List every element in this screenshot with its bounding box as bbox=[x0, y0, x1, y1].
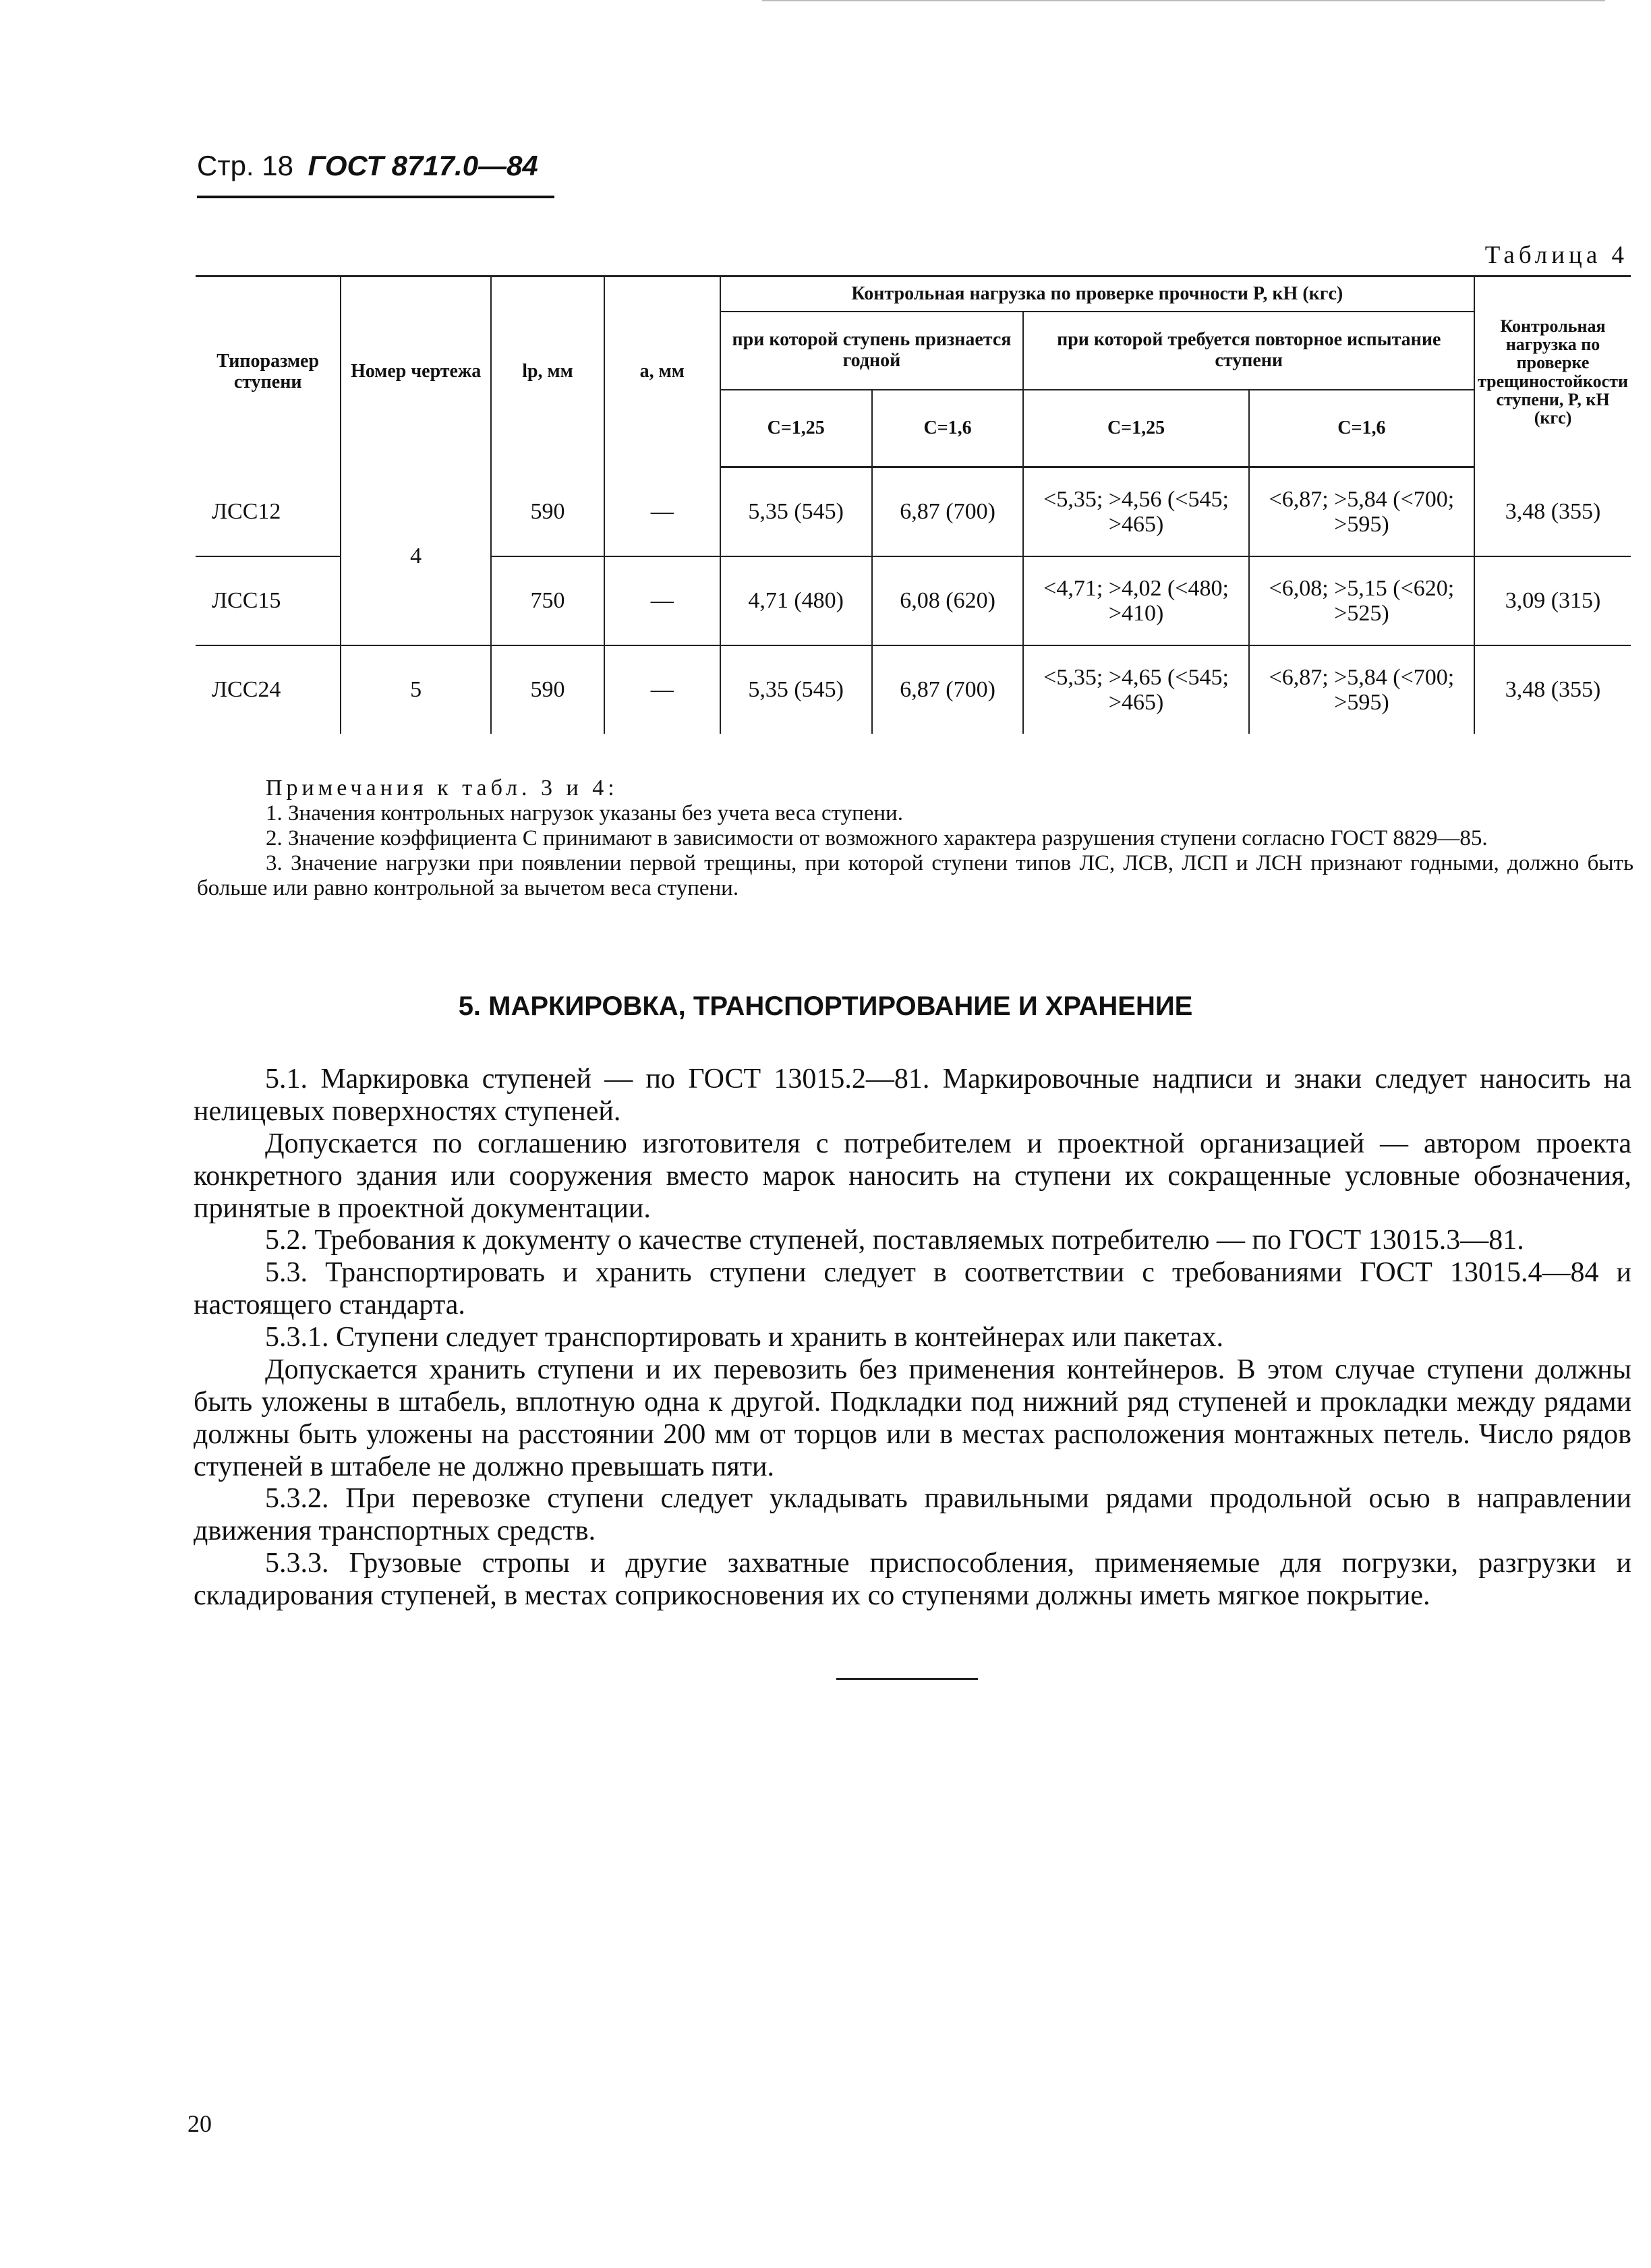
page-header bbox=[197, 150, 538, 182]
note-item: 2. Значение коэффициента С принимают в зависимости от возможного характера разрушения ступени согласно ГОСТ 8829—85. bbox=[266, 826, 1488, 851]
load-table bbox=[196, 275, 1631, 734]
col-acc-c125: С=1,25 bbox=[720, 390, 872, 467]
col-acc-c16: С=1,6 bbox=[872, 390, 1024, 467]
cell-acc-c16: 6,87 (700) bbox=[872, 467, 1024, 557]
cell-a: — bbox=[604, 467, 720, 557]
col-drawing: Номер чертежа bbox=[341, 277, 491, 467]
col-type: Типоразмер ступени bbox=[196, 277, 341, 467]
cell-type: ЛСС15 bbox=[196, 556, 341, 645]
col-crack-load: Контрольная нагрузка по проверке трещиностойкости ступени, P, кН (кгс) bbox=[1474, 277, 1631, 467]
section-body bbox=[194, 1064, 1631, 1612]
page-label: Стр. 18 bbox=[197, 150, 293, 181]
cell-crack: 3,48 (355) bbox=[1474, 645, 1631, 734]
paragraph: Допускается по соглашению изготовителя с потребителем и проектной организацией — автором проекта конкретного здания или сооружения вместо марок наносить на ступени их сокращенные условные обозначения, принятые в проектной документации. bbox=[194, 1128, 1631, 1224]
col-retest: при которой требуется повторное испытание ступени bbox=[1023, 312, 1474, 390]
cell-type: ЛСС12 bbox=[196, 467, 341, 557]
cell-acc-c125: 4,71 (480) bbox=[720, 556, 872, 645]
cell-re-c125: <5,35; >4,65 (<545; >465) bbox=[1023, 645, 1248, 734]
cell-a: — bbox=[604, 556, 720, 645]
table-row bbox=[196, 467, 1631, 557]
col-accepted: при которой ступень признается годной bbox=[720, 312, 1024, 390]
col-control-load: Контрольная нагрузка по проверке прочности P, кН (кгс) bbox=[720, 277, 1475, 312]
paragraph: Допускается хранить ступени и их перевозить без применения контейнеров. В этом случае ступени должны быть уложены в штабель, вплотную одна к другой. Подкладки под нижний ряд ступеней и прокладки между рядами должны быть уложены на расстоянии 200 мм от торцов или в местах расположения монтажных петель. Число рядов ступеней в штабеле не должно превышать пяти. bbox=[194, 1354, 1631, 1482]
cell-a: — bbox=[604, 645, 720, 734]
cell-drawing: 4 bbox=[341, 467, 491, 646]
cell-re-c125: <5,35; >4,56 (<545; >465) bbox=[1023, 467, 1248, 557]
note-item: 3. Значение нагрузки при появлении первой трещины, при которой ступени типов ЛС, ЛСВ, ЛСП и ЛСН признают годными, должно быть больше или равно контрольной за вычетом веса ступени. bbox=[197, 850, 1633, 900]
cell-re-c125: <4,71; >4,02 (<480; >410) bbox=[1023, 556, 1248, 645]
col-re-c16: С=1,6 bbox=[1249, 390, 1474, 467]
standard-number: ГОСТ 8717.0—84 bbox=[308, 150, 538, 181]
end-divider bbox=[836, 1678, 978, 1680]
table-notes bbox=[197, 776, 1633, 901]
cell-type: ЛСС24 bbox=[196, 645, 341, 734]
table-row bbox=[196, 645, 1631, 734]
paragraph: 5.3.3. Грузовые стропы и другие захватные приспособления, применяемые для погрузки, разгрузки и складирования ступеней, в местах соприкосновения их со ступенями должны иметь мягкое покрытие. bbox=[194, 1548, 1631, 1611]
paragraph: 5.1. Маркировка ступеней — по ГОСТ 13015.2—81. Маркировочные надписи и знаки следует наносить на нелицевых поверхностях ступеней. bbox=[194, 1064, 1631, 1127]
paragraph: 5.2. Требования к документу о качестве ступеней, поставляемых потребителю — по ГОСТ 13015.3—81. bbox=[265, 1225, 1524, 1256]
cell-lp: 590 bbox=[491, 645, 604, 734]
paragraph: 5.3. Транспортировать и хранить ступени следует в соответствии с требованиями ГОСТ 13015.4—84 и настоящего стандарта. bbox=[194, 1257, 1631, 1321]
cell-lp: 750 bbox=[491, 556, 604, 645]
cell-re-c16: <6,08; >5,15 (<620; >525) bbox=[1249, 556, 1474, 645]
paragraph: 5.3.1. Ступени следует транспортировать и хранить в контейнерах или пакетах. bbox=[265, 1322, 1223, 1353]
cell-re-c16: <6,87; >5,84 (<700; >595) bbox=[1249, 645, 1474, 734]
note-item: 1. Значения контрольных нагрузок указаны без учета веса ступени. bbox=[266, 801, 903, 826]
cell-lp: 590 bbox=[491, 467, 604, 557]
paragraph: 5.3.2. При перевозке ступени следует укладывать правильными рядами продольной осью в направлении движения транспортных средств. bbox=[194, 1483, 1631, 1547]
cell-crack: 3,48 (355) bbox=[1474, 467, 1631, 557]
header-underline bbox=[197, 196, 554, 198]
cell-acc-c16: 6,08 (620) bbox=[872, 556, 1024, 645]
cell-crack: 3,09 (315) bbox=[1474, 556, 1631, 645]
cell-drawing: 5 bbox=[341, 645, 491, 734]
scan-top-edge bbox=[762, 0, 1605, 1]
col-re-c125: С=1,25 bbox=[1023, 390, 1248, 467]
col-a: a, мм bbox=[604, 277, 720, 467]
cell-acc-c125: 5,35 (545) bbox=[720, 645, 872, 734]
page-number: 20 bbox=[187, 2110, 212, 2137]
cell-acc-c125: 5,35 (545) bbox=[720, 467, 872, 557]
notes-title: Примечания к табл. 3 и 4: bbox=[266, 776, 618, 801]
cell-re-c16: <6,87; >5,84 (<700; >595) bbox=[1249, 467, 1474, 557]
col-lp: lр, мм bbox=[491, 277, 604, 467]
cell-acc-c16: 6,87 (700) bbox=[872, 645, 1024, 734]
section-title: 5. МАРКИРОВКА, ТРАНСПОРТИРОВАНИЕ И ХРАНЕНИЕ bbox=[458, 991, 1193, 1021]
table-label: Таблица 4 bbox=[1484, 241, 1628, 269]
